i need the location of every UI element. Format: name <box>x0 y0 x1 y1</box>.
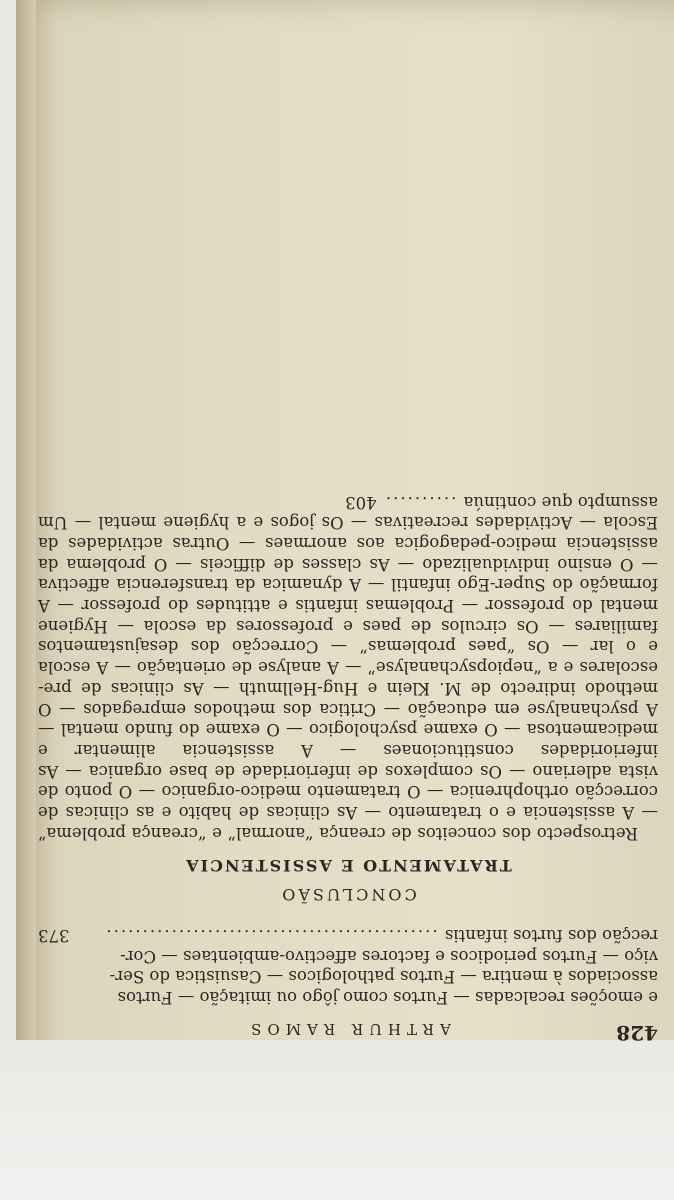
rotated-text-block <box>38 395 658 1045</box>
chapter-title: CONCLUSÃO <box>279 885 417 905</box>
table-surface <box>0 1040 674 1200</box>
toc-line: e emoções recalcadas — Furtos como jôgo ou imitação — Furtos <box>117 988 658 1007</box>
running-head-author: ARTHUR RAMOS <box>245 1020 451 1038</box>
chapter-summary <box>38 491 658 843</box>
toc-line: viço — Furtos periodicos e factores affectivo-ambientaes — Cor- <box>119 946 658 966</box>
leader-dots: .............................................. <box>104 925 445 945</box>
toc-page-ref: 373 <box>38 925 70 945</box>
summary-paragraph <box>38 491 658 843</box>
toc-line: associados à mentira — Furtos pathologicos — Casuistica do Ser- <box>109 967 658 987</box>
summary-text: Retrospecto dos conceitos de creança “anormal” e “creança problema” — A assistencia e o tratamento — As clinicas de habito e as clinicas de correcção orthophrenica — O tratamento medico-organico — O ponto de vista adleriano — Os complexos de inferioridade de base organica — As inferioridades constitucionaes — A assistencia alimentar e medicamentosa — O exame psychologico — O exame do fundo mental — A psychanalyse em educação — Critica dos methodos empregados — O methodo indirecto de M. Klein e Hug-Hellmuth — As clinicas de pre-escolares e a “nepiopsychanalyse” — A analyse de orientação — A escola e o lar — Os “paes problemas” — Correcção dos desajustamentos familiares — Os circulos de paes e professores da escola — Hygiene mental do professor — Problemas infantis e attitudes do professor — A formação do Super-Ego infantil — A dynamica da transferencia affectiva — O ensino individualizado — As classes de difficeis — O problema da assistencia medico-pedagogica aos anormaes — Outras actividades da Escola — Actividades recreativas — Os jogos e a hygiene mental — Um assumpto que continúa <box>38 492 658 843</box>
toc-line: recção dos furtos infantis <box>444 925 658 945</box>
page-gutter <box>16 0 36 1040</box>
section-title: TRATAMENTO E ASSISTENCIA <box>184 856 512 876</box>
running-header <box>38 1007 658 1045</box>
toc-continuation <box>38 924 658 1007</box>
leader-dots: .......... <box>376 492 464 512</box>
page-number: 428 <box>616 1021 658 1045</box>
summary-page-ref: 403 <box>345 492 377 512</box>
toc-line-with-page <box>38 924 658 945</box>
